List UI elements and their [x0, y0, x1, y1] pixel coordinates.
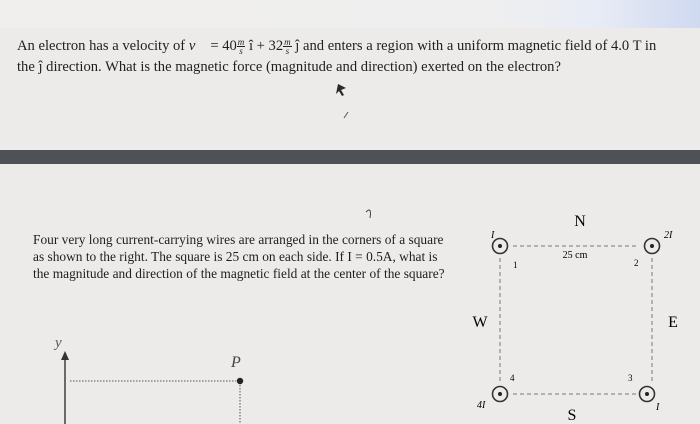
wire-3 — [640, 387, 655, 402]
label-wire4-number: 4 — [510, 373, 515, 383]
q1-i-hat: î + 32 — [245, 38, 284, 54]
wire-4-dot — [498, 392, 502, 396]
velocity-symbol: v⃗ — [188, 38, 207, 54]
label-north: N — [574, 213, 586, 230]
wire-square-diagram — [472, 213, 677, 424]
q1-j-hat: ĵ — [291, 38, 300, 54]
label-wire1-current: I — [491, 230, 495, 241]
wire-2-dot — [650, 244, 654, 248]
wire-4 — [493, 387, 508, 402]
axes-sketch — [53, 335, 243, 424]
label-wire2-number: 2 — [634, 258, 639, 268]
q1-text-suffix: and enters a region with a uniform magnetic field of 4.0 T in — [299, 38, 657, 54]
y-axis-label: y — [55, 335, 62, 351]
wire-1 — [493, 239, 508, 254]
q1-eq: = 40 — [206, 38, 237, 54]
unit-num-2: m — [284, 37, 291, 48]
label-wire4-current: 4I — [477, 400, 486, 411]
label-east: E — [668, 314, 678, 331]
point-p-label: P — [231, 354, 241, 371]
label-wire3-number: 3 — [628, 373, 633, 383]
unit-num-1: m — [237, 37, 245, 48]
pen-mark — [344, 112, 348, 118]
point-p-marker — [237, 378, 243, 384]
question-1-line-2: the ĵ direction. What is the magnetic force (magnitude and direction) exerted on the electron? — [17, 59, 561, 75]
question-2-text: Four very long current-carrying wires are arranged in the corners of a square as shown to the right. The square is 25 cm on each side. If I = 0.5A, what is the magnitude and direction of the magnetic field at the center of the square? — [33, 232, 445, 281]
pen-mark-2 — [366, 210, 371, 218]
label-wire2-current: 2I — [664, 230, 673, 241]
label-west: W — [472, 314, 488, 331]
unit-den-2: s — [285, 46, 290, 57]
y-axis-arrowhead — [61, 351, 69, 360]
wire-3-dot — [645, 392, 649, 396]
cursor-icon — [336, 84, 346, 96]
label-wire1-number: 1 — [513, 260, 518, 270]
unit-den-1: s — [239, 46, 243, 57]
label-side-length: 25 cm — [562, 250, 588, 261]
q1-text-prefix: An electron has a velocity of — [17, 38, 189, 54]
wire-1-dot — [498, 244, 502, 248]
label-wire3-current: I — [656, 402, 660, 413]
wire-2 — [645, 239, 660, 254]
label-south: S — [567, 407, 577, 424]
